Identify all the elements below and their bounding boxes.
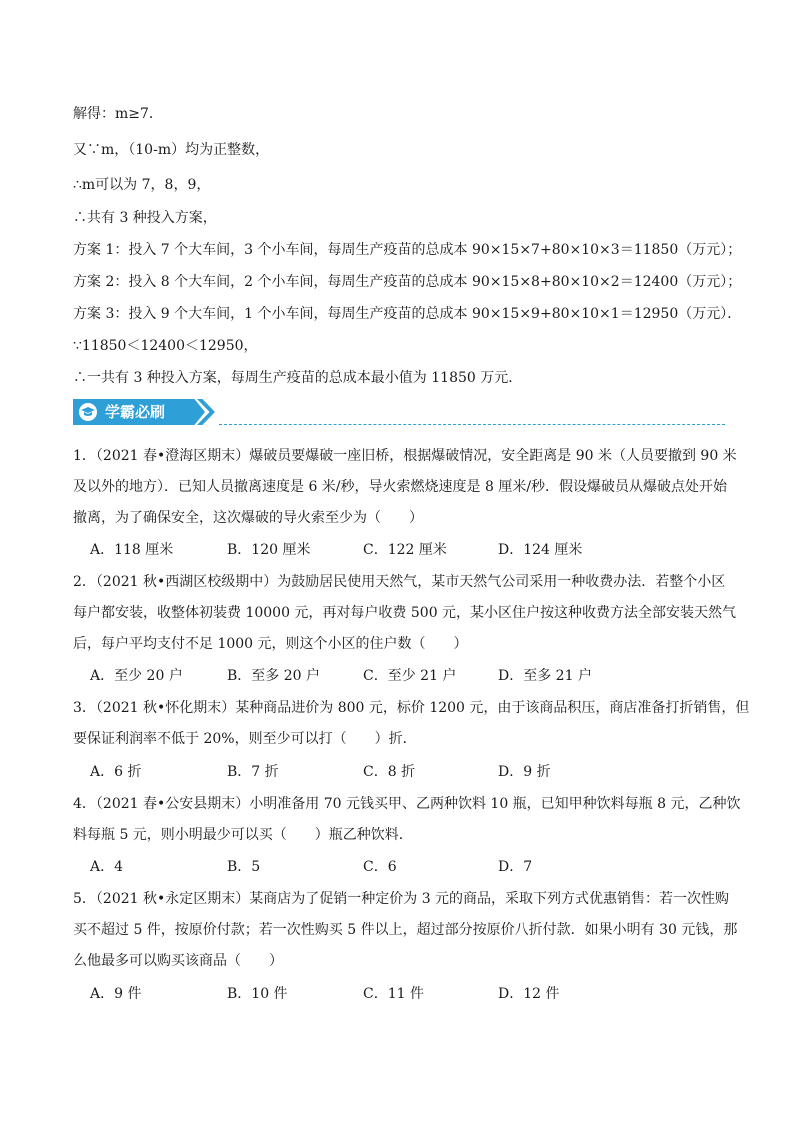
question-1-line: 撤离，为了确保安全，这次爆破的导火索至少为（ ） [73,510,423,526]
solution-line: 解得：m≥7． [73,106,163,122]
option-d: D．12 件 [498,986,560,1002]
question-5-line: 么他最多可以购买该商品（ ） [73,953,283,969]
option-c: C．6 [363,859,397,875]
option-b: B．至多 20 户 [227,668,321,684]
option-a: A．4 [90,859,124,875]
section-banner [73,399,725,427]
option-c: C．至少 21 户 [363,668,457,684]
question-1-line: 及以外的地方）．已知人员撤离速度是 6 米/秒，导火索燃烧速度是 8 厘米/秒．假设爆破员从爆破点处开始 [73,479,728,495]
option-a: A．118 厘米 [90,542,174,558]
question-3-line: 3．（2021 秋•怀化期末）某种商品进价为 800 元，标价 1200 元，由于该商品积压，商店准备打折销售，但 [73,700,750,716]
option-b: B．120 厘米 [227,542,311,558]
option-d: D．124 厘米 [498,542,583,558]
solution-line: ∴共有 3 种投入方案， [73,210,217,226]
option-b: B．5 [227,859,261,875]
option-b: B．7 折 [227,764,279,780]
graduation-cap-icon [79,403,97,421]
option-c: C．11 件 [363,986,424,1002]
question-3-line: 要保证利润率不低于 20%，则至少可以打（ ）折． [73,731,417,747]
solution-line: ∴m可以为 7，8，9， [73,177,211,193]
question-2-line: 2．（2021 秋•西湖区校级期中）为鼓励居民使用天然气，某市天然气公司采用一种收费办法．若整个小区 [73,574,726,590]
question-5-line: 买不超过 5 件，按原价付款；若一次性购买 5 件以上，超过部分按原价八折付款．如果小明有 30 元钱，那 [73,922,738,938]
question-4-line: 4．（2021 春•公安县期末）小明准备用 70 元钱买甲、乙两种饮料 10 瓶，已知甲种饮料每瓶 8 元，乙种饮 [73,796,741,812]
section-divider [219,424,725,425]
option-d: D．7 [498,859,533,875]
option-a: A．6 折 [90,764,142,780]
question-4-line: 料每瓶 5 元，则小明最少可以买（ ）瓶乙种饮料． [73,827,413,843]
question-2-line: 后，每户平均支付不足 1000 元，则这个小区的住户数（ ） [73,636,468,652]
option-c: C．8 折 [363,764,416,780]
question-5-line: 5．（2021 秋•永定区期末）某商店为了促销一种定价为 3 元的商品，采取下列方式优惠销售：若一次性购 [73,891,730,907]
solution-line: 方案 2：投入 8 个大车间，2 个小车间，每周生产疫苗的总成本 90×15×8+80×10×2＝12400（万元）； [73,274,742,290]
question-2-line: 每户都安装，收整体初装费 10000 元，再对每户收费 500 元，某小区住户按这种收费方法全部安装天然气 [73,605,737,621]
option-b: B．10 件 [227,986,288,1002]
option-a: A．至少 20 户 [90,668,183,684]
section-title: 学霸必刷 [105,403,166,421]
option-a: A．9 件 [90,986,142,1002]
question-1-line: 1．（2021 春•澄海区期末）爆破员要爆破一座旧桥，根据爆破情况，安全距离是 90 米（人员要撤到 90 米 [73,448,737,464]
option-d: D．9 折 [498,764,551,780]
solution-line: 方案 3：投入 9 个大车间，1 个小车间，每周生产疫苗的总成本 90×15×9+80×10×1＝12950（万元）． [73,306,742,322]
option-c: C．122 厘米 [363,542,447,558]
solution-line: ∴一共有 3 种投入方案，每周生产疫苗的总成本最小值为 11850 万元． [73,370,523,386]
solution-line: ∵11850＜12400＜12950， [73,338,258,354]
solution-line: 方案 1：投入 7 个大车间，3 个小车间，每周生产疫苗的总成本 90×15×7+80×10×3＝11850（万元）； [73,242,742,258]
option-d: D．至多 21 户 [498,668,592,684]
solution-line: 又∵m，（10-m）均为正整数， [73,142,270,158]
